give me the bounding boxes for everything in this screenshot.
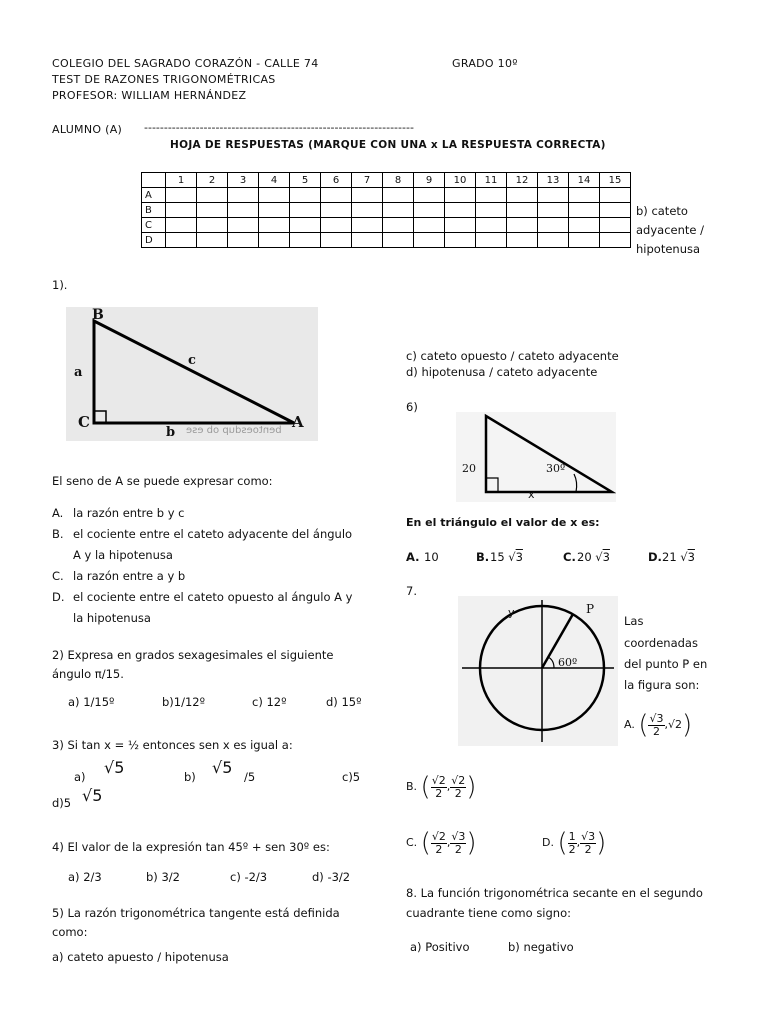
row-label: C xyxy=(142,218,166,233)
unit-circle-diagram xyxy=(458,596,618,746)
table-row xyxy=(142,233,631,248)
side-b-label: b xyxy=(166,425,176,440)
col-header: 12 xyxy=(507,173,538,188)
q8-stem: 8. La función trigonométrica secante en el segundo xyxy=(406,886,703,900)
q6-option-d: 21 √3 xyxy=(662,550,695,564)
q5-option-b-line3: hipotenusa xyxy=(636,242,701,256)
col-header: 14 xyxy=(569,173,600,188)
q2-stem-cont: ángulo π/15. xyxy=(52,667,124,681)
row-label: D xyxy=(142,233,166,248)
q6-option-b: 15 √3 xyxy=(490,550,523,564)
q7-text-line2: coordenadas xyxy=(624,636,698,650)
q3-option-d-value: √5 xyxy=(82,786,103,805)
q1-option-a-letter: A. xyxy=(52,506,64,520)
q2-option-c: c) 12º xyxy=(252,695,287,709)
q1-option-d-letter: D. xyxy=(52,590,65,604)
q3-stem: 3) Si tan x = ½ entonces sen x es igual a: xyxy=(52,738,293,752)
q5-stem-cont: como: xyxy=(52,925,88,939)
q1-triangle-figure xyxy=(66,307,318,441)
q7-option-b: B. ( $\frac{√2}{2}$ , $\frac{√2}{2}$ ) xyxy=(406,772,477,802)
q6-side-label: 20 xyxy=(462,462,476,475)
q7-angle-label: 60º xyxy=(558,656,578,669)
side-a-label: a xyxy=(74,365,83,380)
q8-option-b: b) negativo xyxy=(508,940,574,954)
q6-option-c: 20 √3 xyxy=(577,550,610,564)
q6-option-a: 10 xyxy=(424,550,439,564)
table-row xyxy=(142,203,631,218)
col-header: 4 xyxy=(259,173,290,188)
q6-triangle-diagram xyxy=(456,412,616,502)
q3-option-a: a) xyxy=(74,770,86,784)
q6-option-d-letter: D. xyxy=(648,550,662,564)
q3-option-d: d)5 xyxy=(52,796,72,810)
q1-option-d: el cociente entre el cateto opuesto al ángulo A y xyxy=(73,590,353,604)
col-header: 11 xyxy=(476,173,507,188)
q6-option-a-letter: A. xyxy=(406,550,420,564)
q1-option-b-letter: B. xyxy=(52,527,64,541)
col-header: 7 xyxy=(352,173,383,188)
col-header: 13 xyxy=(538,173,569,188)
q6-number: 6) xyxy=(406,400,418,414)
row-label: A xyxy=(142,188,166,203)
col-header: 15 xyxy=(600,173,631,188)
q4-option-b: b) 3/2 xyxy=(146,870,180,884)
point-p-label: P xyxy=(586,602,595,616)
q2-option-a: a) 1/15º xyxy=(68,695,115,709)
answer-table xyxy=(141,172,631,248)
vertex-b-label: B xyxy=(92,307,104,323)
col-header: 9 xyxy=(414,173,445,188)
q5-option-b-line1: b) cateto xyxy=(636,204,688,218)
q3-option-b: b) xyxy=(184,770,196,784)
col-header: 2 xyxy=(197,173,228,188)
q7-number: 7. xyxy=(406,584,417,598)
vertex-c-label: C xyxy=(78,413,90,431)
q7-option-d: D. ( $\frac{1}{2}$ , $\frac{√3}{2}$ ) xyxy=(542,828,607,858)
side-c-label: c xyxy=(188,353,196,368)
col-header: 1 xyxy=(166,173,197,188)
q4-option-c: c) -2/3 xyxy=(230,870,268,884)
q8-stem-cont: cuadrante tiene como signo: xyxy=(406,906,571,920)
col-header: 10 xyxy=(445,173,476,188)
student-label: ALUMNO (A) xyxy=(52,123,123,136)
row-label: B xyxy=(142,203,166,218)
table-row xyxy=(142,218,631,233)
q6-angle-label: 30º xyxy=(546,462,566,475)
q1-option-d-cont: la hipotenusa xyxy=(73,611,151,625)
q5-option-b-line2: adyacente / xyxy=(636,223,705,237)
q1-stem: El seno de A se puede expresar como: xyxy=(52,474,273,488)
q7-circle-figure xyxy=(458,596,618,746)
q7-text-line3: del punto P en xyxy=(624,657,708,671)
teacher: PROFESOR: WILLIAM HERNÁNDEZ xyxy=(52,89,247,102)
q6-option-c-letter: C. xyxy=(563,550,576,564)
col-header: 3 xyxy=(228,173,259,188)
q5-option-d: d) hipotenusa / cateto adyacente xyxy=(406,365,598,379)
table-row xyxy=(142,188,631,203)
grade: GRADO 10º xyxy=(452,57,518,70)
y-axis-label: y xyxy=(508,606,515,619)
q7-text-line1: Las xyxy=(624,614,644,628)
school-name: COLEGIO DEL SAGRADO CORAZÓN - CALLE 74 xyxy=(52,57,319,70)
q3-option-b-suffix: /5 xyxy=(244,770,256,784)
q3-option-c: c)5 xyxy=(342,770,361,784)
table-header-row xyxy=(142,173,631,188)
q2-stem: 2) Expresa en grados sexagesimales el siguiente xyxy=(52,648,334,662)
q6-x-label: x xyxy=(528,488,535,501)
q1-option-b: el cociente entre el cateto adyacente del ángulo xyxy=(73,527,353,541)
q4-option-d: d) -3/2 xyxy=(312,870,351,884)
show-through-text: bentoesdup ob ese xyxy=(186,425,282,436)
q5-option-c: c) cateto opuesto / cateto adyacente xyxy=(406,349,619,363)
q4-stem: 4) El valor de la expresión tan 45º + sen 30º es: xyxy=(52,840,330,854)
q4-option-a: a) 2/3 xyxy=(68,870,102,884)
q7-text-line4: la figura son: xyxy=(624,678,700,692)
col-header: 6 xyxy=(321,173,352,188)
q1-option-c: la razón entre a y b xyxy=(73,569,186,583)
q7-option-a: A. ( $\frac{√3}{2}$ ,√2) xyxy=(624,710,693,740)
q1-option-a: la razón entre b y c xyxy=(73,506,185,520)
test-title: TEST DE RAZONES TRIGONOMÉTRICAS xyxy=(52,73,276,86)
q6-stem: En el triángulo el valor de x es: xyxy=(406,516,600,529)
right-triangle-diagram xyxy=(66,307,318,441)
col-header: 8 xyxy=(383,173,414,188)
q3-option-a-value: √5 xyxy=(104,758,125,777)
q8-option-a: a) Positivo xyxy=(410,940,470,954)
q2-option-b: b)1/12º xyxy=(162,695,206,709)
q1-option-b-cont: A y la hipotenusa xyxy=(73,548,173,562)
q2-option-d: d) 15º xyxy=(326,695,362,709)
q6-option-b-letter: B. xyxy=(476,550,490,564)
answer-sheet-title: HOJA DE RESPUESTAS (MARQUE CON UNA x LA RESPUESTA CORRECTA) xyxy=(170,139,606,151)
q5-stem: 5) La razón trigonométrica tangente está definida xyxy=(52,906,340,920)
col-header: 5 xyxy=(290,173,321,188)
q1-number: 1). xyxy=(52,278,68,292)
q7-option-c: C. ( $\frac{√2}{2}$ , $\frac{√3}{2}$ ) xyxy=(406,828,477,858)
student-line: -------------------------------------------------------------------- xyxy=(144,121,414,134)
q3-option-b-value: √5 xyxy=(212,758,233,777)
q6-triangle-figure xyxy=(456,412,616,502)
vertex-a-label: A xyxy=(292,413,304,431)
q1-option-c-letter: C. xyxy=(52,569,64,583)
q5-option-a: a) cateto apuesto / hipotenusa xyxy=(52,950,229,964)
